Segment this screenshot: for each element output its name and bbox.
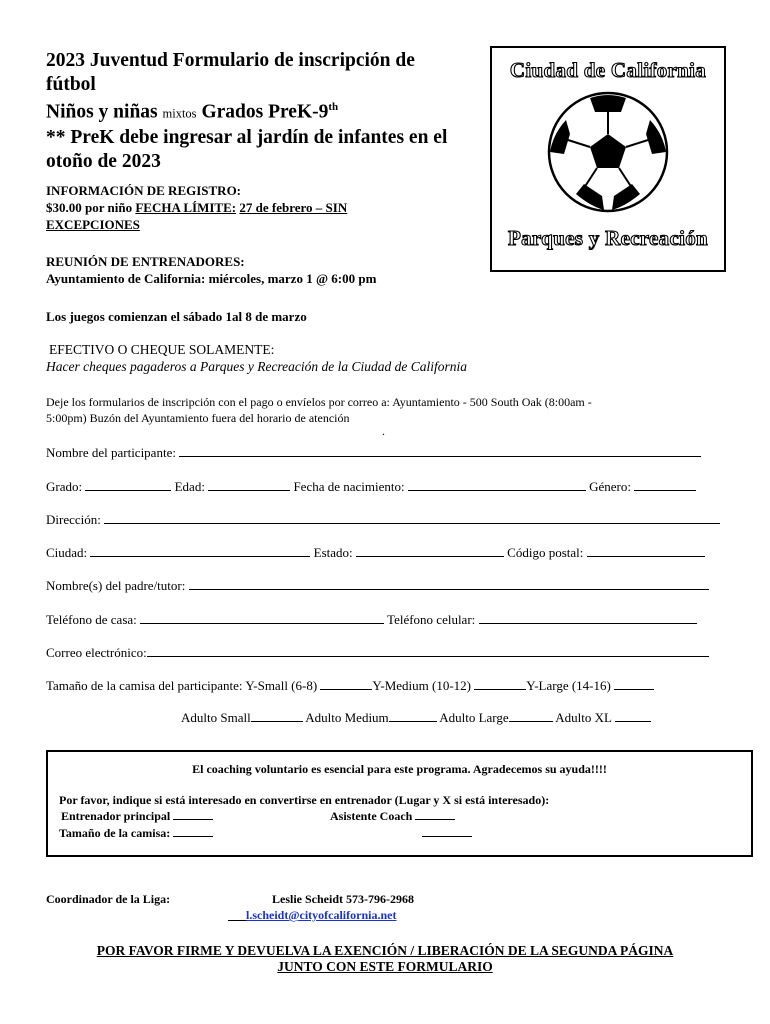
email-label: Correo electrónico: [46,645,147,660]
coach-headline: El coaching voluntario es esencial para este programa. Agradecemos su ayuda!!!! [192,762,607,776]
title-line-2: fútbol [46,73,96,95]
gender-input[interactable] [634,479,696,491]
adult-xl-label: Adulto XL [555,710,612,725]
registration-fee-line [46,199,476,216]
footer-line-2: JUNTO CON ESTE FORMULARIO [277,959,493,974]
home-phone-label: Teléfono de casa: [46,612,137,627]
grade-input[interactable] [85,479,171,491]
submit-info [46,394,736,436]
y-large-input[interactable] [614,678,654,690]
payment-line-1: EFECTIVO O CHEQUE SOLAMENTE: [49,342,275,357]
coach-instruction: Por favor, indique si está interesado en convertirse en entrenador (Lugar y X si está interesado): [59,793,550,807]
cell-phone-label: Teléfono celular: [387,612,476,627]
title-line-5: otoño de 2023 [46,150,161,172]
soccer-ball-icon [546,90,670,214]
submit-line-2: 5:00pm) Buzón del Ayuntamiento fuera del horario de atención [46,411,350,425]
meeting-heading: REUNIÓN DE ENTRENADORES: [46,254,245,269]
registration-heading: INFORMACIÓN DE REGISTRO: [46,183,242,198]
payment-info [46,341,467,375]
email-input[interactable] [147,645,709,657]
y-medium-label: Y-Medium (10-12) [372,678,471,693]
shirt-size-row [46,678,654,694]
head-coach-label: Entrenador principal [61,809,171,823]
cell-phone-input[interactable] [479,612,697,624]
form-title [46,49,476,173]
y-large-label: Y-Large (14-16) [526,678,611,693]
coach-shirt-row-2 [422,826,472,841]
grade-row [46,479,696,495]
address-label: Dirección: [46,512,101,527]
participant-name-label: Nombre del participante: [46,445,176,460]
adult-large-label: Adulto Large [439,710,509,725]
games-start: Los juegos comienzan el sábado 1al 8 de marzo [46,309,307,324]
participant-name-input[interactable] [179,445,701,457]
age-input[interactable] [208,479,290,491]
title-line-1: 2023 Juventud Formulario de inscripción de [46,50,415,71]
coordinator-label: Coordinador de la Liga: [46,892,171,906]
home-phone-input[interactable] [140,612,384,624]
title-kids: Niños y niñas [46,101,158,123]
shirt-size-label: Tamaño de la camisa del participante: [46,678,243,693]
city-row [46,545,705,561]
coordinator-email-row [228,908,396,923]
assistant-coach-input[interactable] [415,809,455,820]
submit-line-1: Deje los formularios de inscripción con el pago o envíelos por correo a: Ayuntamiento - 500 South Oak (8:00am - [46,395,592,409]
meeting-details: Ayuntamiento de California: miércoles, marzo 1 @ 6:00 pm [46,271,377,286]
head-coach-input[interactable] [173,809,213,820]
footer-line-1: POR FAVOR FIRME Y DEVUELVA LA EXENCIÓN / LIBERACIÓN DE LA SEGUNDA PÁGINA [96,943,674,958]
payment-line-2: Hacer cheques pagaderos a Parques y Recreación de la Ciudad de California [46,359,468,374]
coach-shirt-row [59,826,213,841]
assistant-coach-label: Asistente Coach [330,809,413,823]
adult-small-label: Adulto Small [181,710,251,725]
address-row [46,512,720,528]
title-line-3 [46,96,476,126]
registration-info [46,182,476,233]
submit-dot: . [382,424,385,438]
email-row [46,645,709,661]
participant-name-row [46,445,701,461]
y-small-label: Y-Small (6-8) [245,678,318,693]
coach-volunteer-box [46,750,753,857]
dob-input[interactable] [408,479,586,491]
parent-input[interactable] [189,578,709,590]
state-label: Estado: [313,545,353,560]
logo-bottom-text: Parques y Recreación [507,226,709,250]
address-input[interactable] [104,512,720,524]
gender-label: Género: [589,479,631,494]
fee: $30.00 por niño [46,200,133,215]
age-label: Edad: [174,479,205,494]
grade-label: Grado: [46,479,83,494]
zip-label: Código postal: [507,545,584,560]
y-small-input[interactable] [320,678,372,690]
parent-row [46,578,709,594]
coordinator-email-link[interactable]: l.scheidt@cityofcalifornia.net [246,908,397,922]
title-line-4: ** PreK debe ingresar al jardín de infantes en el [46,127,448,148]
head-coach-row [61,809,213,824]
footer-notice [0,943,770,975]
adult-medium-label: Adulto Medium [305,710,389,725]
deadline-value-2: EXCEPCIONES [46,217,140,232]
y-medium-input[interactable] [474,678,526,690]
title-sup: th [328,101,339,113]
adult-medium-input[interactable] [389,710,437,722]
coach-shirt-label: Tamaño de la camisa: [59,826,171,840]
zip-input[interactable] [587,545,705,557]
adult-xl-input[interactable] [615,710,651,722]
coordinator-name-phone: Leslie Scheidt 573-796-2968 [272,892,414,906]
assistant-coach-row [330,809,455,824]
adult-large-input[interactable] [509,710,553,722]
city-input[interactable] [90,545,310,557]
city-logo [490,46,726,272]
state-input[interactable] [356,545,504,557]
logo-top-text: Ciudad de California [509,58,707,82]
phone-row [46,612,697,628]
city-label: Ciudad: [46,545,88,560]
coaches-meeting [46,253,486,287]
adult-small-input[interactable] [251,710,303,722]
dob-label: Fecha de nacimiento: [293,479,405,494]
title-grades: Grados PreK-9 [201,101,329,123]
deadline-value: 27 de febrero – SIN [239,200,348,215]
coach-shirt-input-2[interactable] [422,826,472,837]
coach-shirt-input-1[interactable] [173,826,213,837]
adult-size-row [181,710,651,726]
deadline-label: FECHA LÍMITE: [135,200,237,215]
title-mixtos: mixtos [162,106,197,121]
parent-label: Nombre(s) del padre/tutor: [46,578,186,593]
